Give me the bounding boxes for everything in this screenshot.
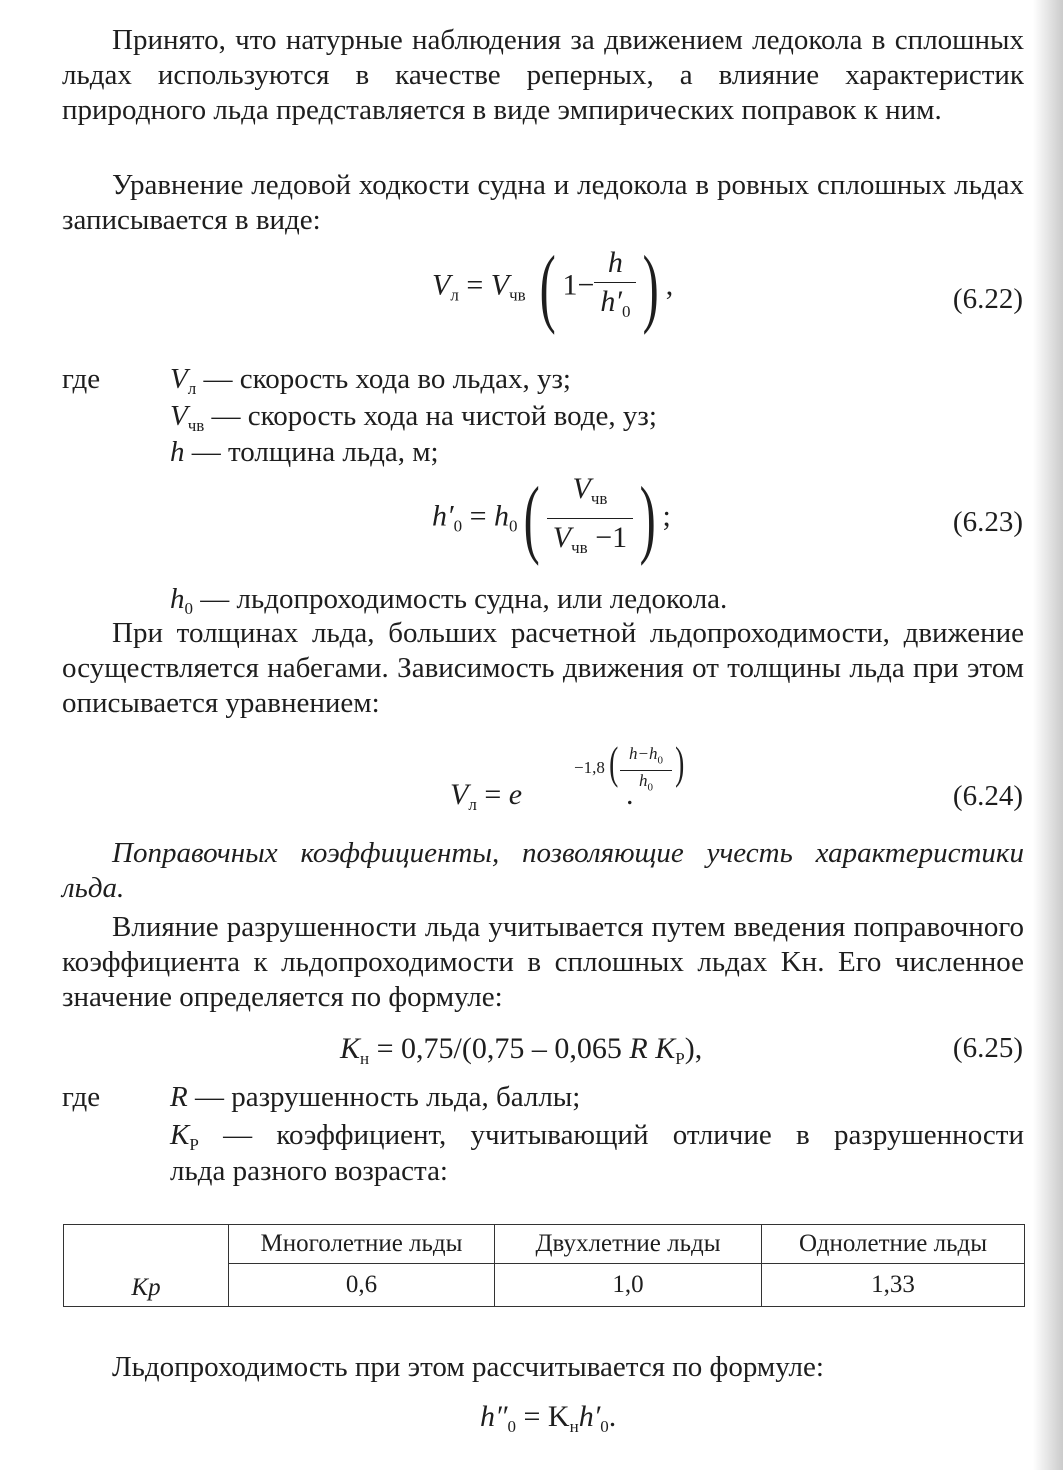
formula-6-22: $V_л = V_{чв}$ ( 1− $\frac{h}{h'_0}$ ) , [432, 238, 674, 336]
definition-vchv: $V_{чв}$ — скорость хода на чистой воде, уз; [170, 400, 657, 435]
definition-h0: $h_0$ — льдопроходимость судна, или ледокола. [170, 583, 728, 618]
paragraph-correction-heading: Поправочных коэффициенты, позволяющие учесть характеристики льда. [62, 837, 1024, 904]
definition-kp-line2: льда разного возраста: [170, 1155, 448, 1187]
equation-number-6-24: (6.24) [952, 780, 1023, 812]
table-header-oneyear: Однолетние льды [762, 1225, 1025, 1264]
formula-6-23: $h'_0 = h_0$( $\frac{V_{чв}}{V_{чв} -1}$ ) ; [432, 469, 671, 567]
page-edge-shadow [1033, 0, 1063, 1470]
table-cell-multiyear: 0,6 [229, 1264, 495, 1307]
where-label-2: где [62, 1081, 101, 1113]
equation-number-6-22: (6.22) [952, 283, 1023, 315]
formula-final: $h''_0 = K_нh'_0$. [480, 1400, 617, 1436]
paragraph-intro: Принято, что натурные наблюдения за движением ледокола в сплошных льдах используются в качестве реперных, а влияние характеристик природного льда представляется в виде эмпирических поправок к ним. [62, 24, 1024, 126]
definition-kp-line1: $K_Р$ — коэффициент, учитывающий отличие в разрушенности [170, 1119, 1024, 1154]
table-header-twoyear: Двухлетние льды [495, 1225, 762, 1264]
book-page: Принято, что натурные наблюдения за движением ледокола в сплошных льдах используются в качестве реперных, а влияние характеристик природного льда представляется в виде эмпирических поправок к ним. Уравнение ледовой ходкости судна и ледокола в ровных сплошных льдах записывается в виде: $V_л = V_{чв}$ ( 1− $\frac{h}{h'_0}$ ) , (6.22) где $V_л$ — скорость хода во льдах, уз; $V_{чв}$ — скорость хода на чистой воде, уз; h — толщина льда, м; $h'_0 = h_0$( $\frac{V_{чв}}{V_{чв} -1}$ ) ; (6.23) $h_0$ — льдопроходимость судна, или ледокола. При толщинах льда, больших расчетной льдопроходимости, движение осуществляется набегами. Зависимость движения от толщины льда при этом описывается уравнением: $V_л = e$ −1,8 ( $h-h_0$ $h_0$ ) . (6.24) Поправочных коэффициенты, позволяющие учесть характеристики льда. Влияние разрушенности льда учитывается путем введения поправочного коэффициента к льдопроходимости в сплошных льдах Kн. Его численное значение определяется по формуле: $K_н = 0,75/(0,75 - 0,065$ R $K_Р$), (6.25) где R — разрушенность льда, баллы; $K_Р$ — коэффициент, учитывающий отличие в разрушенности льда разного возраста: Kр Многолетние льды Двухлетние льды Однолетние льды 0,6 1,0 1,33 Льдопроходимость при этом рассчитывается по формуле: $h''_0 = K_нh'_0$. [0, 0, 1063, 1470]
equation-number-6-23: (6.23) [952, 506, 1023, 538]
paragraph-destruction: Влияние разрушенности льда учитывается путем введения поправочного коэффициента к льдопроходимости в сплошных льдах Kн. Его численное значение определяется по формуле: [62, 911, 1024, 1013]
table-row-label: Kр [64, 1225, 229, 1307]
table-header-row [64, 1225, 1025, 1264]
formula-6-25: $K_н = 0,75/(0,75 - 0,065$ R $K_Р$), [340, 1032, 703, 1068]
definition-h: h — толщина льда, м; [170, 436, 439, 468]
where-label: где [62, 363, 101, 395]
equation-number-6-25: (6.25) [952, 1032, 1023, 1064]
paragraph-ramming: При толщинах льда, больших расчетной льдопроходимости, движение осуществляется набегами. Зависимость движения от толщины льда при этом описывается уравнением: [62, 617, 1024, 719]
definition-vl: $V_л$ — скорость хода во льдах, уз; [170, 363, 571, 398]
definition-r: R — разрушенность льда, баллы; [170, 1081, 581, 1113]
table-cell-twoyear: 1,0 [495, 1264, 762, 1307]
paragraph-equation-intro: Уравнение ледовой ходкости судна и ледокола в ровных сплошных льдах записывается в виде: [62, 169, 1024, 236]
ice-age-coefficient-table [63, 1224, 1025, 1307]
table-header-multiyear: Многолетние льды [229, 1225, 495, 1264]
table-cell-oneyear: 1,33 [762, 1264, 1025, 1307]
paragraph-final: Льдопроходимость при этом рассчитывается по формуле: [112, 1351, 824, 1383]
